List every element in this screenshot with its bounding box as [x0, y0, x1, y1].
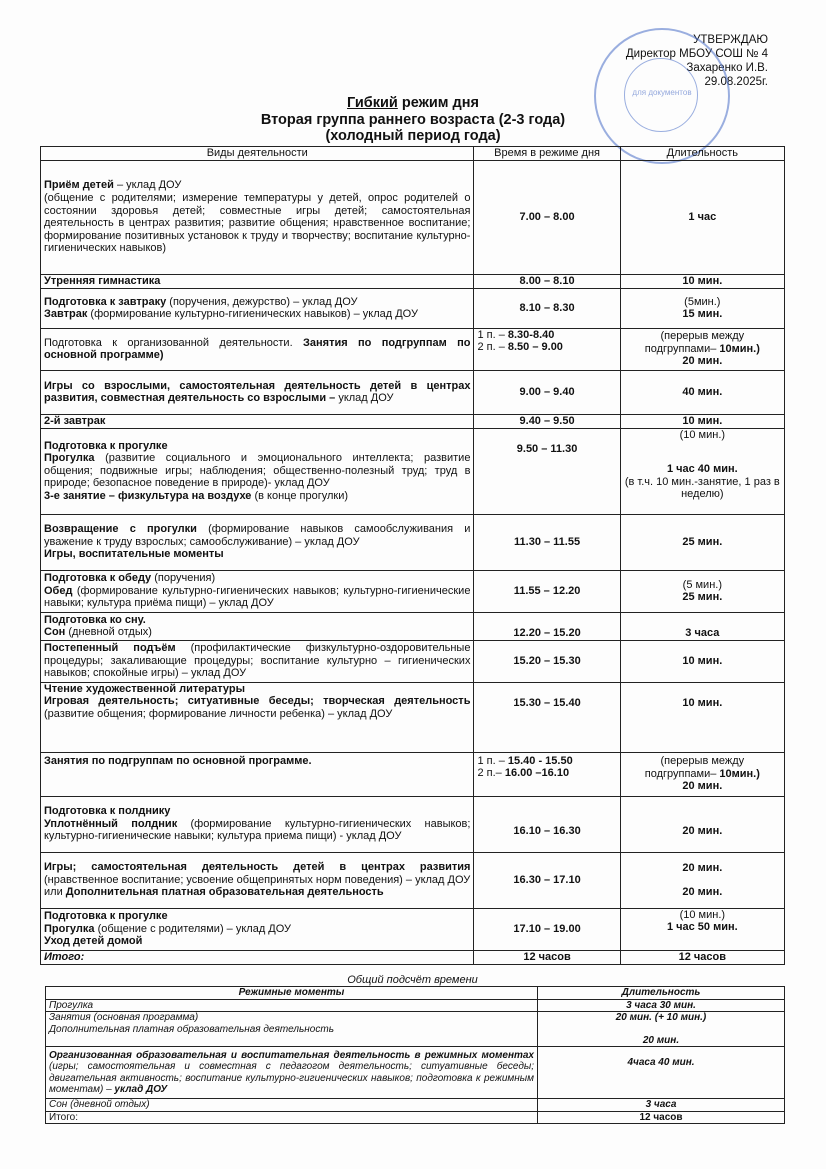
table-row: [41, 160, 785, 274]
summary-duration-line: 20 мин. (+ 10 мин.): [615, 1012, 707, 1023]
activity-text: (формирование культурно-гигиенических навыков) – уклад ДОУ: [87, 308, 418, 321]
duration-value: 1 час 40 мин.: [666, 463, 738, 476]
duration-value: 20 мин.: [682, 780, 723, 793]
summary-label: [46, 1012, 538, 1047]
activity-bold: 3-е занятие – физкультура на воздухе: [44, 489, 252, 502]
activity-cell: [41, 612, 474, 640]
duration-value: 20 мин.: [682, 355, 723, 368]
activity-bold: Занятия по подгруппам по основной программе): [44, 336, 471, 362]
activity-bold: Игры, воспитательные моменты: [44, 548, 224, 561]
activity-bold: Прогулка: [44, 452, 95, 465]
duration-cell: [620, 328, 784, 370]
activity-bold: Сон: [44, 626, 66, 639]
duration-note: (5мин.): [684, 295, 721, 308]
activity-text: (общение с родителями; измерение температуры у детей, опрос родителей о состоянии здоровья детей; совместные игры детей; самостоятельная деятельность в центрах развития; развитие общения; нравственное воспитание; формирование позитивных установок к труду и творчеству; воспитание культурно-гигиенических навыков): [44, 191, 471, 255]
activity-text: – уклад ДОУ: [113, 179, 182, 192]
activity-text: (формирование культурно-гигиенических навыков; культурно-гигиенические навыки; культура приёма пищи) – уклад ДОУ: [44, 584, 471, 610]
time-value: 16.00 –16.10: [504, 767, 570, 780]
table-row: [41, 370, 785, 414]
activity-text: уклад ДОУ: [335, 392, 394, 405]
time-value: 15.40 - 15.50: [507, 754, 573, 767]
duration-cell: 20 мин.: [620, 796, 784, 852]
table-row: [41, 428, 785, 514]
table-row: [41, 612, 785, 640]
duration-note: (10 мин.): [679, 908, 726, 921]
total-row: [41, 950, 785, 964]
activity-text: (профилактические физкультурно-оздоровительные процедуры; закаливающие процедуры; воспитание культурно – гигиенических навыков; спокойные игры) – уклад ДОУ: [44, 642, 471, 680]
time-prefix: 1 п. –: [477, 754, 508, 767]
activity-cell: [41, 640, 474, 682]
duration-note: (5 мин.): [682, 578, 722, 591]
activity-bold: Постепенный подъём: [44, 642, 176, 655]
summary-label-text: (игры; самостоятельная и совместная с педагогом деятельность; ситуативные беседы; двигательная активность; воспитание культурно-гигиенических навыков; подготовка к режимным моментам) –: [49, 1061, 534, 1095]
stamp-center-text: для документов: [632, 88, 692, 97]
table-row: [41, 570, 785, 612]
activity-bold: Уплотнённый полдник: [44, 817, 178, 830]
duration-note: (перерыв между подгруппами–: [644, 330, 745, 355]
summary-label-bold: Организованная образовательная и воспитательная деятельность в режимных моментах: [49, 1049, 534, 1061]
activity-bold: Подготовка к прогулке: [44, 439, 168, 452]
summary-table: [45, 986, 785, 1124]
duration-value: 20 мин.: [682, 885, 723, 898]
activity-bold: Обед: [44, 584, 73, 597]
duration-note-bold: 10мин.): [719, 767, 760, 780]
activity-cell: [41, 852, 474, 908]
table-row: [41, 682, 785, 752]
summary-duration: 4часа 40 мин.: [538, 1047, 785, 1099]
time-prefix: 2 п. –: [477, 341, 508, 354]
summary-label: [46, 1047, 538, 1099]
page-title: [0, 95, 826, 145]
schedule-table: [40, 146, 785, 965]
duration-cell: [620, 570, 784, 612]
activity-bold: Чтение художественной литературы: [44, 682, 245, 695]
summary-duration-line: 20 мин.: [642, 1034, 680, 1046]
activity-text: (в конце прогулки): [251, 489, 349, 502]
duration-value: 15 мин.: [682, 308, 723, 321]
activity-bold: Уход детей домой: [44, 935, 143, 948]
activity-text: (нравственное воспитание; усвоение общепринятых норм поведения) – уклад ДОУ: [44, 873, 471, 886]
duration-value: 25 мин.: [682, 591, 723, 604]
activity-bold: Игры со взрослыми, самостоятельная деятельность детей в центрах развития, совместная деятельность со взрослыми –: [44, 379, 471, 405]
duration-cell: 40 мин.: [620, 370, 784, 414]
summary-label: Итого:: [46, 1111, 538, 1124]
summary-duration: 12 часов: [538, 1111, 785, 1124]
header-activity: Виды деятельности: [41, 147, 474, 161]
approval-line-4: 29.08.2025г.: [704, 76, 768, 88]
duration-note: (в т.ч. 10 мин.-занятие, 1 раз в неделю): [624, 475, 780, 501]
table-row: [41, 908, 785, 950]
table-row: [41, 328, 785, 370]
activity-cell: [41, 370, 474, 414]
time-cell: 8.00 – 8.10: [474, 274, 620, 288]
activity-bold: Игры; самостоятельная деятельность детей в центрах развития: [44, 861, 471, 874]
time-cell: 16.10 – 16.30: [474, 796, 620, 852]
table-row: [41, 514, 785, 570]
summary-header-duration: Длительность: [538, 987, 785, 1000]
time-cell: [474, 328, 620, 370]
duration-cell: 10 мин.: [620, 682, 784, 752]
activity-cell: 2-й завтрак: [41, 414, 474, 428]
time-prefix: 1 п. –: [477, 328, 508, 341]
activity-bold: Возвращение с прогулки: [44, 523, 197, 536]
table-row: [41, 414, 785, 428]
table-header: [41, 147, 785, 161]
summary-duration: [538, 1012, 785, 1047]
summary-duration: 3 часа 30 мин.: [538, 999, 785, 1012]
time-value: 8.30-8.40: [507, 328, 555, 341]
summary-label-line: Дополнительная платная образовательная деятельность: [49, 1023, 334, 1035]
duration-cell: [620, 428, 784, 514]
activity-bold: Игровая деятельность; ситуативные беседы; творческая деятельность: [44, 695, 471, 708]
activity-bold: Подготовка к обеду: [44, 572, 152, 585]
time-cell: 11.30 – 11.55: [474, 514, 620, 570]
title-line-2: Вторая группа раннего возраста (2-3 года): [260, 111, 566, 128]
total-time: 12 часов: [474, 950, 620, 964]
time-cell: 11.55 – 12.20: [474, 570, 620, 612]
duration-cell: [620, 908, 784, 950]
title-line-3: (холодный период года): [325, 128, 501, 144]
time-cell: 16.30 – 17.10: [474, 852, 620, 908]
time-cell: 9.40 – 9.50: [474, 414, 620, 428]
duration-value: 20 мин.: [682, 862, 723, 874]
title-word: Гибкий: [347, 95, 398, 111]
activity-bold: Прогулка: [44, 922, 95, 935]
activity-cell: Утренняя гимнастика: [41, 274, 474, 288]
duration-cell: 3 часа: [620, 612, 784, 640]
activity-text: или: [44, 886, 66, 899]
duration-note: (перерыв между подгруппами–: [644, 755, 745, 780]
summary-label-line: Занятия (основная программа): [49, 1012, 199, 1023]
approval-line-3: Захаренко И.В.: [686, 62, 768, 74]
activity-cell: [41, 288, 474, 328]
summary-header: [46, 987, 785, 1000]
approval-line-2: Директор МБОУ СОШ № 4: [625, 48, 768, 60]
summary-row: [46, 999, 785, 1012]
activity-text: (дневной отдых): [65, 626, 152, 639]
summary-row: [46, 1111, 785, 1124]
duration-note: (10 мин.): [679, 428, 726, 441]
activity-cell: [41, 908, 474, 950]
table-row: [41, 288, 785, 328]
table-row: [41, 752, 785, 796]
summary-label: Прогулка: [46, 999, 538, 1012]
duration-cell: 1 час: [620, 160, 784, 274]
activity-bold: Дополнительная платная образовательная деятельность: [65, 886, 384, 899]
time-cell: 12.20 – 15.20: [474, 612, 620, 640]
summary-row: [46, 1012, 785, 1047]
time-value: 8.50 – 9.00: [507, 341, 563, 354]
time-cell: 8.10 – 8.30: [474, 288, 620, 328]
duration-cell: 25 мин.: [620, 514, 784, 570]
activity-cell: [41, 328, 474, 370]
summary-header-moments: Режимные моменты: [46, 987, 538, 1000]
duration-cell: 10 мин.: [620, 274, 784, 288]
table-row: [41, 852, 785, 908]
summary-row: [46, 1047, 785, 1099]
activity-bold: Подготовка к полднику: [44, 805, 171, 818]
activity-cell: [41, 570, 474, 612]
duration-note-bold: 10мин.): [719, 342, 760, 355]
duration-cell: 10 мин.: [620, 640, 784, 682]
activity-text: (общение с родителями) – уклад ДОУ: [94, 922, 292, 935]
activity-bold: Подготовка к завтраку: [44, 295, 167, 308]
activity-text: (развитие общения; формирование личности ребенка) – уклад ДОУ: [44, 707, 393, 720]
time-cell: 9.00 – 9.40: [474, 370, 620, 414]
summary-label: Сон (дневной отдых): [46, 1099, 538, 1112]
summary-row: [46, 1099, 785, 1112]
duration-cell: [620, 852, 784, 908]
duration-cell: [620, 752, 784, 796]
approval-line-1: УТВЕРЖДАЮ: [693, 34, 768, 46]
activity-cell: [41, 160, 474, 274]
activity-text: (формирование культурно-гигиенических навыков; культурно-гигиенические навыки; культура приема пищи) - уклад ДОУ: [44, 817, 471, 843]
time-cell: 15.20 – 15.30: [474, 640, 620, 682]
duration-cell: 10 мин.: [620, 414, 784, 428]
activity-text: (развитие социального и эмоционального интеллекта; развитие общения; подвижные игры; наблюдения; общественно-полезный труд; труд в природе; безопасное поведение в природе)- уклад ДОУ: [44, 452, 471, 490]
activity-text: (поручения): [151, 572, 216, 585]
total-label: Итого:: [41, 950, 474, 964]
title-rest: режим дня: [397, 95, 479, 111]
activity-bold: Завтрак: [44, 308, 88, 321]
time-cell: 17.10 – 19.00: [474, 908, 620, 950]
activity-text: (поручения, дежурство) – уклад ДОУ: [166, 295, 358, 308]
total-duration: 12 часов: [620, 950, 784, 964]
header-duration: Длительность: [620, 147, 784, 161]
activity-bold: Приём детей: [44, 179, 114, 192]
table-row: [41, 796, 785, 852]
time-cell: 7.00 – 8.00: [474, 160, 620, 274]
activity-cell: [41, 428, 474, 514]
summary-label-bold: уклад ДОУ: [114, 1084, 168, 1095]
time-cell: [474, 752, 620, 796]
time-cell: 9.50 – 11.30: [474, 428, 620, 514]
time-prefix: 2 п.–: [477, 767, 505, 780]
activity-bold: Подготовка ко сну.: [44, 613, 146, 626]
activity-bold: Подготовка к прогулке: [44, 910, 168, 923]
activity-cell: Занятия по подгруппам по основной программе.: [41, 752, 474, 796]
duration-value: 1 час 50 мин.: [666, 921, 738, 934]
activity-text: Подготовка к организованной деятельности.: [44, 336, 303, 349]
time-cell: 15.30 – 15.40: [474, 682, 620, 752]
activity-cell: [41, 796, 474, 852]
table-row: [41, 640, 785, 682]
activity-text: (формирование навыков самообслуживания и уважение к труду взрослых; самообслуживание) – уклад ДОУ: [44, 523, 471, 548]
duration-cell: [620, 288, 784, 328]
activity-cell: [41, 514, 474, 570]
summary-duration: 3 часа: [538, 1099, 785, 1112]
header-time: Время в режиме дня: [474, 147, 620, 161]
activity-cell: [41, 682, 474, 752]
summary-title: Общий подсчёт времени: [347, 974, 478, 986]
table-row: [41, 274, 785, 288]
